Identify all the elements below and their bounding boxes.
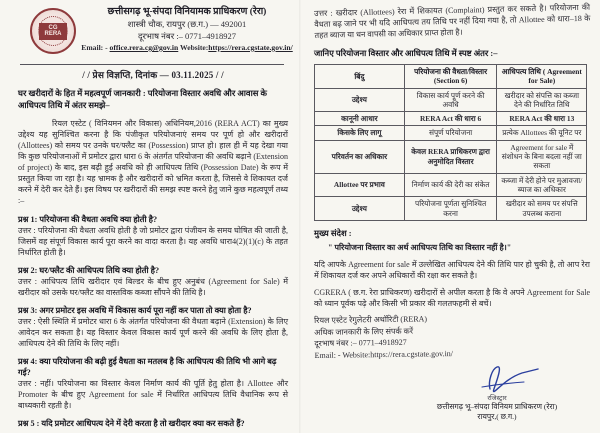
answer-3: उत्तर : ऐसी स्थिति में प्रमोटर धारा 6 के अंतर्गत परियोजना की वैधता बढ़ाने (Extension) के लिए आवेदन कर सकता है। यह विस्तार केवल विकास कार्य पूर्ण करने की अवधि के लिए होता है, आधिपत्य देने की तिथि के लिए नहीं। (18, 317, 288, 348)
table-row (315, 126, 587, 140)
qa-block-2 (18, 265, 288, 298)
table-cell: RERA Act की धारा 6 (404, 112, 497, 126)
key-message-quote: " परियोजना विस्तार का अर्थ आधिपत्य तिथि का विस्तार नहीं है।" (328, 242, 512, 252)
contact-email-website: Email: - Website:https://rera.cgstate.gov.in/ (314, 348, 454, 360)
table-cell: Allottee पर प्रभाव (315, 173, 405, 197)
org-phone: दूरभाष नंबर :– 0771–4918927 (137, 30, 237, 41)
letterhead (18, 6, 293, 62)
answer-5: उत्तर : खरीदार (Allottees) रेरा में शिकायत (Complaint) प्रस्तुत कर सकते है। परियोजना की वैधता बढ़ जाने पर भी यदि आधिपत्य तय तिथि पर नहीं दिया गया है, तो Allottee को धारा–18 के तहत ब्याज या धन वापसी का अधिकार प्राप्त होता है। (314, 2, 591, 40)
signatory-title: रजिस्ट्रार (487, 394, 507, 402)
appeal-paragraph: CGRERA ( छ.ग. रेरा प्राधिकरण) खरीदारों से अपील करता है कि वे अपने Agreement for Sale को ध्यान पूर्वक पढ़े और किसी भी प्रकार की गलतफहमी से बचें। (314, 287, 590, 308)
qa-block-1 (18, 214, 288, 258)
qa-block-3 (18, 305, 288, 349)
email-label: Email: - (81, 43, 108, 52)
table-cell: प्रत्येक Allottees की यूनिट पर (497, 126, 587, 140)
intro-heading: घर खरीदारों के हित में महत्वपूर्ण जानकारी : परियोजना विस्तार अवधि और आवास के आधिपत्य तिथि में अंतर समझे– (18, 89, 267, 110)
table-cell: कानूनी आधार (315, 112, 405, 126)
table-cell: परिवर्तन का अधिकार (315, 140, 405, 173)
website-link: https://rera.cgstate.gov.in/ (208, 43, 293, 52)
table-heading: जानिए परियोजना विस्तार और आधिपत्य तिथि में स्पष्ट अंतर :– (314, 49, 498, 58)
signature-icon (452, 363, 542, 397)
advisory-paragraph: यदि आपके Agreement for sale में उल्लेखित आधिपत्य देने की तिथि पार हो चुकी है, तो आप रेरा में शिकायत दर्ज कर अपने अधिकारों की रक्षा कर सकते है। (314, 259, 590, 280)
intro-paragraph: रियल एस्टेट ( विनियमन और विकास) अधिनियम,2016 (RERA ACT) का मुख्य उद्देश्य यह सुनिश्चित करना है कि पंजीकृत परियोजनाएं समय पर पूर्ण हो और खरीदारों (Allottees) को समय पर उनके घर/फ्लैट का (Possession) प्राप्त हो। हाल ही में यह देखा गया कि कुछ परियोजनाओं में प्रमोटर द्वारा धारा 6 के अंतर्गत परियोजना की अवधि बढ़ाने (Extension of project) के बाद, इस बढ़ी हुई अवधि को ही आधिपत्य तिथि (Possession Date) के रूप में प्रस्तुत किया जा रहा है। यह भ्रामक है और खरीदारों को भ्रमित करता है, जिससे वे शिकायत दर्ज करने में देरी कर देते हैं। इस विषय पर खरीदारों की समझ स्पष्ट करने हेतु जाने कुछ महत्वपूर्ण तथ्य :– (18, 119, 288, 205)
table-cell: RERA Act की धारा 13 (497, 112, 587, 126)
contact-org: रियल एस्टेट रेगुलेटरी अथॉरिटी (RERA) (314, 314, 428, 325)
qa-block-4 (18, 356, 288, 411)
table-header-row (315, 65, 587, 89)
signatory-place: रायपुर,( छ.ग.) (477, 411, 517, 421)
contact-phone: दूरभाष नंबर :– 0771–4918927 (314, 337, 407, 348)
qa-block-5 (18, 418, 288, 429)
table-row (315, 112, 587, 126)
table-cell: परियोजना पूर्णता सुनिश्चित करना (404, 197, 497, 221)
comparison-table (314, 64, 587, 221)
table-cell: खरीदार को समय पर संपत्ति उपलब्ध कराना (497, 197, 587, 221)
table-header-validity: परियोजना की वैधता/विस्तार (Section 6) (404, 65, 497, 89)
org-address: शास्त्री चौक, रायपुर (छ.ग.) — 492001 (127, 19, 247, 29)
table-header-possession: आधिपत्य तिथि ( Agreement for Sale) (497, 65, 587, 89)
question-2: प्रश्न 2: घर/फ्लैट की आधिपत्य तिथि क्या होती है? (18, 266, 160, 275)
table-cell: खरीदार को संपत्ति का कब्जा देने की निर्धारित तिथि (497, 88, 587, 112)
table-cell: उद्देश्य (315, 197, 405, 221)
table-cell: केवल RERA प्राधिकरण द्वारा अनुमोदित विस्तार (404, 140, 497, 173)
answer-1: उत्तर : परियोजना की वैधता अवधि होती है जो प्रमोटर द्वारा पंजीयन के समय घोषित की जाती है, जिसमें वह संपूर्ण विकास कार्य पूरा करने का वादा करता है। यह अवधि धारा4(2)(1)(c) के तहत निर्धारित होती है। (18, 226, 288, 257)
table-cell: उद्देश्य (315, 88, 405, 112)
contact-block (314, 311, 591, 361)
cg-rera-seal-icon (30, 8, 76, 54)
signatory-org: छत्तीसगढ़ भू–संपदा विनियम प्राधिकरण (रेरा) (436, 401, 558, 411)
org-contact-line (76, 42, 298, 53)
table-header-point: बिंदु (315, 65, 405, 89)
table-cell: निर्माण कार्य की देरी का संकेत (404, 173, 497, 197)
key-message-label: मुख्य संदेश : (314, 228, 352, 238)
website-label: Website: (180, 43, 209, 52)
table-row (315, 88, 587, 112)
table-row (315, 173, 587, 197)
table-row (315, 140, 587, 173)
seal-text: CG RERA (39, 23, 67, 40)
question-5: प्रश्न 5 : यदि प्रमोटर आधिपत्य देने में देरी करता है तो खरीदार क्या कर सकते हैं? (18, 419, 245, 428)
signature-block (392, 363, 600, 422)
table-cell: विकास कार्य पूर्ण करने की अवधि (404, 88, 497, 112)
answer-4: उत्तर : नहीं। परियोजना का विस्तार केवल निर्माण कार्य की पूर्ति हेतु होता है। Allottee और Promoter के बीच हुए Agreement for sale में निर्धारित आधिपत्य तिथि वैधानिक रूप से बाध्यकारी रहती है। (18, 379, 288, 410)
table-cell: किसके लिए लागू (315, 126, 405, 140)
header-rule (20, 64, 284, 65)
org-name: छत्तीसगढ़ भू-संपदा विनियामक प्राधिकरण (रेरा) (107, 7, 267, 17)
question-1: प्रश्न 1: परियोजना की वैधता अवधि क्या होती है? (18, 215, 158, 224)
question-3: प्रश्न 3: अगर प्रमोटर इस अवधि में विकास कार्य पूरा नहीं कर पाता तो क्या होता है? (18, 306, 252, 315)
table-row (315, 197, 587, 221)
email-link: office.rera.cg@gov.in (109, 43, 179, 52)
contact-info-line: अधिक जानकारी के लिए संपर्क करें (314, 325, 414, 337)
table-cell: कब्जा में देरी होने पर मुआवजा/ ब्याज का अधिकार (497, 173, 587, 197)
page-2 (300, 0, 600, 433)
answer-2: उत्तर : आधिपत्य तिथि खरीदार एवं बिल्डर के बीच हुए अनुबंध (Agreement for Sale) में खरीदार को उसके घर/फ्लैट का वास्तविक कब्जा सौंपने की तिथि है। (18, 277, 288, 297)
table-cell: संपूर्ण परियोजना (404, 126, 497, 140)
table-cell: Agreement for sale में संशोधन के बिना बदला नहीं जा सकता (497, 140, 587, 173)
press-release-line: / / प्रेस विज्ञप्ति, दिनांक — 03.11.2025 / / (82, 70, 224, 80)
question-4: प्रश्न 4: क्या परियोजना की बढ़ी हुई वैधता का मतलब है कि आधिपत्य की तिथि भी आगे बढ़ गई? (18, 357, 277, 377)
